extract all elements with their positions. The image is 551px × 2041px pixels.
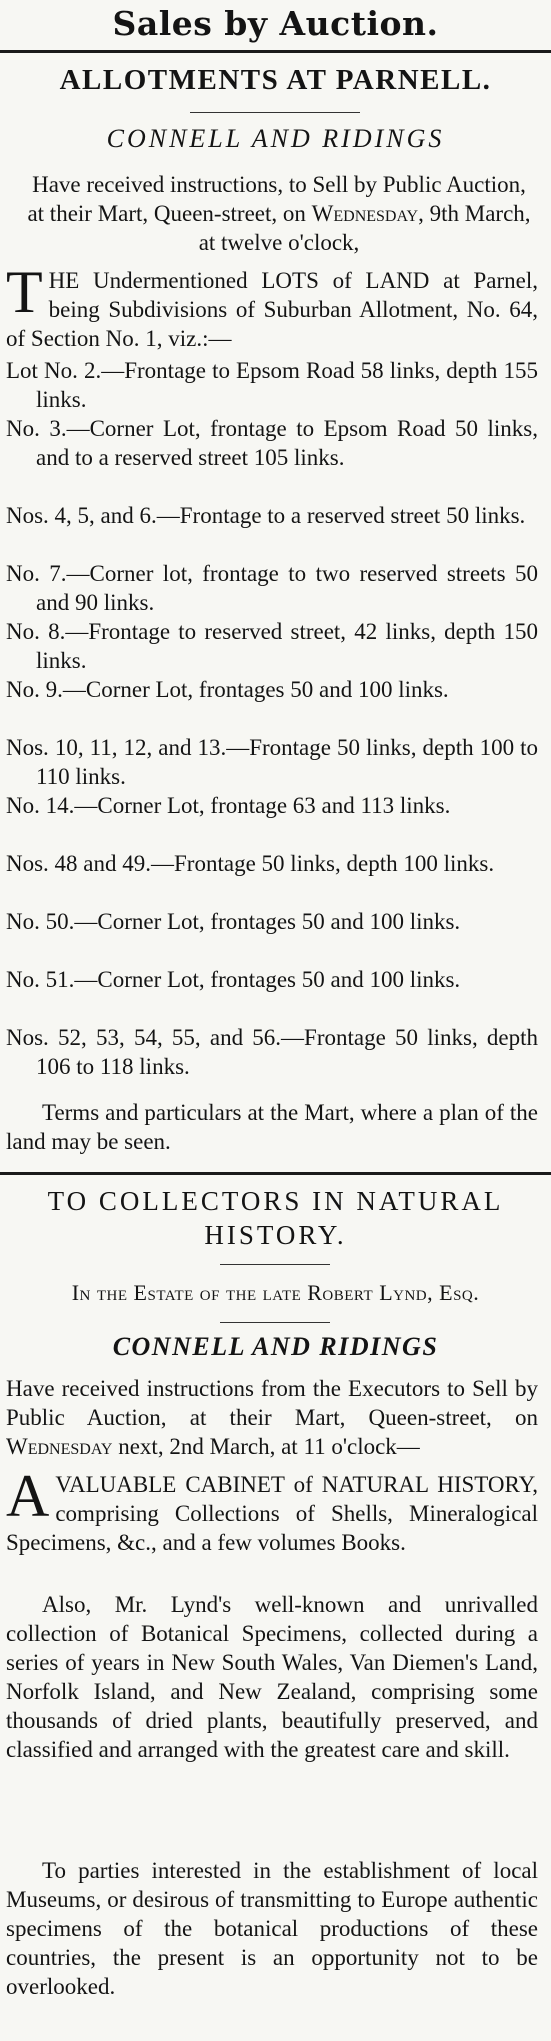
- lot-item: Lot No. 2.—Frontage to Epsom Road 58 links, depth 155 links.: [6, 358, 538, 412]
- ad2-para-parties: To parties interested in the establishment of local Museums, or desirous of transmitting to Europe authentic specimens of the botanical productions of these countries, the present is an opportunity not to be overlooked.: [6, 1858, 538, 1999]
- ad2-title-rule: [220, 1264, 330, 1265]
- section-divider: [0, 1172, 551, 1175]
- lot-item: No. 14.—Corner Lot, frontage 63 and 113 links.: [6, 793, 451, 818]
- ad1-body-text: HE Undermentioned LOTS of LAND at Parnel, being Subdivisions of Suburban Allotment, No. 64, of Section No. 1, viz.:—: [6, 268, 538, 351]
- lot-item: Nos. 52, 53, 54, 55, and 56.—Frontage 50 links, depth 106 to 118 links.: [6, 1025, 538, 1079]
- ad2-dropcap: A: [6, 1463, 50, 1529]
- masthead-title: Sales by Auction.: [112, 4, 439, 43]
- ad1-body: [6, 259, 538, 353]
- lot-item: Nos. 4, 5, and 6.—Frontage to a reserved street 50 links.: [6, 503, 526, 528]
- ad1-auctioneer: CONNELL AND RIDINGS: [106, 124, 445, 153]
- lot-item: Nos. 10, 11, 12, and 13.—Frontage 50 links, depth 100 to 110 links.: [6, 735, 538, 789]
- ad1-headline: ALLOTMENTS AT PARNELL.: [59, 64, 492, 96]
- lot-item: No. 8.—Frontage to reserved street, 42 links, depth 150 links.: [6, 619, 538, 673]
- ad1-intro: [24, 170, 534, 257]
- ad1-intro-part1: Have received instructions, to Sell by Public Auction, at their Mart, Queen-street, on: [27, 172, 526, 226]
- ad1-dropcap: T: [6, 259, 43, 325]
- ad2-intro-part2: next, 2nd March, at 11 o'clock—: [112, 1434, 420, 1459]
- ad1-intro-part2: , 9th March, at twelve o'clock,: [198, 201, 531, 255]
- ad2-intro-part1: Have received instructions from the Executors to Sell by Public Auction, at their Mart, Queen-street, on: [6, 1376, 538, 1430]
- ad2-auctioneer: CONNELL AND RIDINGS: [112, 1332, 439, 1361]
- ad1-terms: Terms and particulars at the Mart, where a plan of the land may be seen.: [6, 1100, 538, 1154]
- masthead-rule: [0, 50, 551, 53]
- ad2-intro-day: Wednesday: [6, 1434, 113, 1459]
- lot-item: No. 3.—Corner Lot, frontage to Epsom Road 50 links, and to a reserved street 105 links.: [6, 416, 538, 470]
- ad2-title-line1: TO COLLECTORS IN NATURAL: [47, 1186, 504, 1216]
- ad2-intro: [6, 1374, 538, 1461]
- lot-item: Nos. 48 and 49.—Frontage 50 links, depth 100 links.: [6, 851, 495, 876]
- lot-item: No. 50.—Corner Lot, frontages 50 and 100 links.: [6, 909, 461, 934]
- ad2-title-line2: HISTORY.: [204, 1220, 347, 1250]
- lot-item: No. 51.—Corner Lot, frontages 50 and 100 links.: [6, 967, 461, 992]
- ad2-estate-rule: [220, 1322, 330, 1323]
- lot-item: No. 9.—Corner Lot, frontages 50 and 100 links.: [6, 677, 449, 702]
- ad2-estate-line: In the Estate of the late Robert Lynd, Esq.: [71, 1280, 480, 1305]
- ad1-headline-rule: [190, 112, 360, 113]
- lot-item: No. 7.—Corner lot, frontage to two reserved streets 50 and 90 links.: [6, 561, 538, 615]
- ad1-intro-day: Wednesday: [311, 201, 419, 226]
- ad2-para-also: Also, Mr. Lynd's well-known and unrivalled collection of Botanical Specimens, collected during a series of years in New South Wales, Van Diemen's Land, Norfolk Island, and New Zealand, comprising some thousands of dried plants, beautifully preserved, and classified and arranged with the greatest care and skill.: [6, 1592, 538, 1762]
- ad2-body: [6, 1463, 538, 1557]
- ad2-body-text: VALUABLE CABINET of NATURAL HISTORY, comprising Collections of Shells, Mineralogical Specimens, &c., and a few volumes Books.: [6, 1472, 538, 1555]
